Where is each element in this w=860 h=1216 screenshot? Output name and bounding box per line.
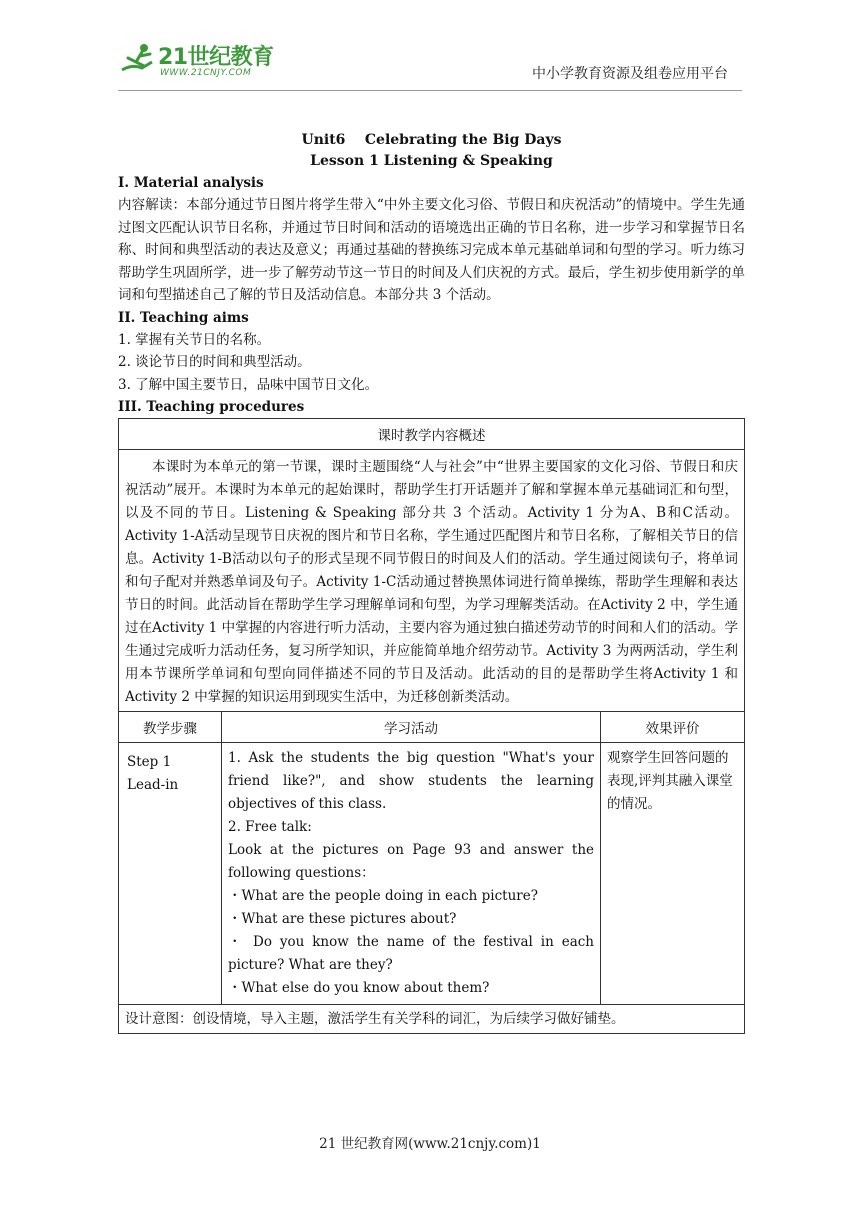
document-body xyxy=(118,130,745,1034)
page-header xyxy=(0,0,860,100)
aim-item: 2. 谈论节日的时间和典型活动。 xyxy=(118,354,311,370)
evaluation-cell: 观察学生回答问题的表现,评判其融入课堂的情况。 xyxy=(601,743,745,1005)
logo-text: 21世纪教育 xyxy=(158,45,274,70)
aim-item: 3. 了解中国主要节日，品味中国节日文化。 xyxy=(118,376,379,393)
section-heading-aims: II. Teaching aims xyxy=(118,309,249,326)
step-cell xyxy=(119,743,222,1005)
header-activity: 学习活动 xyxy=(222,712,601,743)
step-name: Step 1 xyxy=(127,754,172,770)
activity-line: ・What are these pictures about? xyxy=(228,911,457,927)
material-analysis-text: 内容解读：本部分通过节日图片将学生带入“中外主要文化习俗、节假日和庆祝活动”的情境中。学生先通过图文匹配认识节日名称，并通过节日时间和活动的语境选出正确的节日名称，进一步学习和掌握节日名称、时间和典型活动的表达及意义；再通过基础的替换练习完成本单元基础单词和句型的学习。听力练习帮助学生巩固所学，进一步了解劳动节这一节日的时间及人们庆祝的方式。最后，学生初步使用新学的单词和句型描述自己了解的节日及活动信息。本部分共 3 个活动。 xyxy=(118,197,745,303)
activity-cell xyxy=(222,743,601,1005)
activity-line: ・What are the people doing in each picture? xyxy=(228,888,538,904)
section-heading-procedures: III. Teaching procedures xyxy=(118,399,305,415)
table-row xyxy=(119,743,745,1005)
design-intent: 设计意图：创设情境，导入主题，激活学生有关学科的词汇，为后续学习做好铺垫。 xyxy=(119,1005,745,1034)
procedures-table xyxy=(118,418,745,1034)
page-footer: 21 世纪教育网(www.21cnjy.com)1 xyxy=(319,1136,541,1152)
table-caption: 课时教学内容概述 xyxy=(119,419,745,450)
unit-title: Unit6 Celebrating the Big Days xyxy=(301,132,562,148)
logo xyxy=(118,38,288,88)
platform-name: 中小学教育资源及组卷应用平台 xyxy=(532,66,728,82)
logo-url: WWW.21CNJY.COM xyxy=(160,68,252,78)
aim-item: 1. 掌握有关节日的名称。 xyxy=(118,331,271,348)
activity-line: Look at the pictures on Page 93 and answer the following questions： xyxy=(228,842,594,881)
header-evaluation: 效果评价 xyxy=(601,712,745,743)
activity-line: ・ Do you know the name of the festival in each picture? What are they? xyxy=(228,934,594,973)
activity-line: ・What else do you know about them? xyxy=(228,980,490,996)
lesson-title: Lesson 1 Listening & Speaking xyxy=(310,153,553,169)
runner-logo-icon xyxy=(118,40,158,80)
activity-line: 1. Ask the students the big question "What's your friend like?", and show students the learning objectives of this class. xyxy=(228,750,594,812)
lesson-overview: 本课时为本单元的第一节课，课时主题围绕“人与社会”中“世界主要国家的文化习俗、节假日和庆祝活动”展开。本课时为本单元的起始课时，帮助学生打开话题并了解和掌握本单元基础词汇和句型，以及不同的节日。Listening & Speaking 部分共 3 个活动。Activity 1 分为A、B和C活动。Activity 1-A活动呈现节日庆祝的图片和节日名称，学生通过匹配图片和节日名称，了解相关节日的信息。Activity 1-B活动以句子的形式呈现不同节假日的时间及人们的活动。学生通过阅读句子，将单词和句子配对并熟悉单词及句子。Activity 1-C活动通过替换黑体词进行简单操练，帮助学生理解和表达节日的时间。此活动旨在帮助学生学习理解单词和句型，为学习理解类活动。在Activity 2 中，学生通过在Activity 1 中掌握的内容进行听力活动，主要内容为通过独白描述劳动节的时间和人们的活动。学生通过完成听力活动任务，复习所学知识，并应能简单地介绍劳动节。Activity 3 为两两活动，学生利用本节课所学单词和句型向同伴描述不同的节日及活动。此活动的目的是帮助学生将Activity 1 和Activity 2 中掌握的知识运用到现实生活中，为迁移创新类活动。 xyxy=(119,450,745,712)
header-step: 教学步骤 xyxy=(119,712,222,743)
step-sub: Lead-in xyxy=(127,777,179,793)
header-divider xyxy=(118,90,742,91)
section-heading-material: I. Material analysis xyxy=(118,175,264,191)
activity-line: 2. Free talk: xyxy=(228,819,312,835)
